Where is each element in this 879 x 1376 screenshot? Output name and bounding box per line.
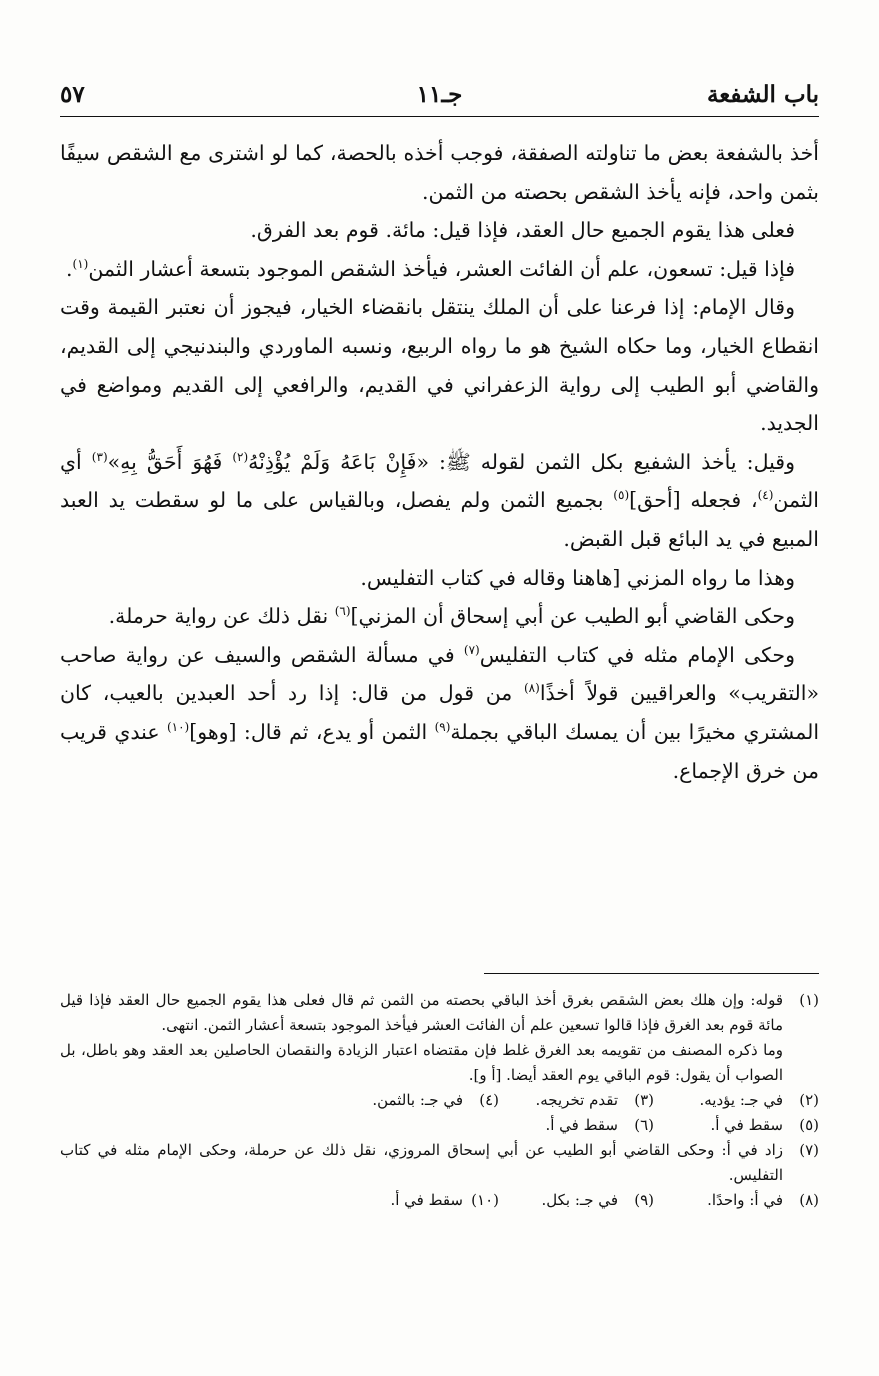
footnote-text: في جـ: يؤديه. xyxy=(699,1091,783,1109)
chapter-title: باب الشفعة xyxy=(706,80,819,108)
footnote-text: في أ: واحدًا. xyxy=(707,1191,783,1209)
footnote-row-8-10 xyxy=(60,1188,819,1213)
footnote-ref: (١) xyxy=(72,256,89,271)
footnote-8 xyxy=(654,1188,819,1213)
paragraph xyxy=(60,597,819,636)
running-header xyxy=(60,74,819,114)
footnote-number: (٢) xyxy=(799,1091,819,1109)
footnote-number: (٥) xyxy=(799,1116,819,1134)
paragraph-text: نقل ذلك عن رواية حرملة. xyxy=(108,604,335,629)
footnote-number: (١٠) xyxy=(471,1191,499,1209)
footnote-number: (٨) xyxy=(799,1191,819,1209)
footnote-ref: (٢) xyxy=(232,449,249,464)
footnote-number: (٦) xyxy=(634,1116,654,1134)
footnote-text: زاد في أ: وحكى القاضي أبو الطيب عن أبي إسحاق المروزي، نقل ذلك عن حرملة، وحكى الإمام مثله في كتاب التفليس. xyxy=(60,1141,783,1184)
paragraph-text: في مسألة الشقص والسيف عن رواية صاحب «التقريب» والعراقيين قولاً أخذًا xyxy=(60,642,820,706)
paragraph xyxy=(60,559,819,598)
footnote-text: قوله: وإن هلك بعض الشقص بغرق أخذ الباقي بحصته من الثمن ثم قال فعلى هذا يقوم الجميع حال العقد فإذا قيل مائة قوم بعد الغرق فإذا قالوا تسعين علم أن الفائت العشر فيأخذ الموجود بتسعة أعشار الثمن. انتهى. xyxy=(60,991,783,1034)
paragraph xyxy=(60,250,819,289)
paragraph xyxy=(60,288,819,442)
footnote-text: سقط في أ. xyxy=(545,1116,618,1134)
paragraph xyxy=(60,636,819,790)
paragraph-text: أخذ بالشفعة بعض ما تناولته الصفقة، فوجب أخذه بالحصة، كما لو اشترى مع الشقص سيفًا بثمن واحد، فإنه يأخذ الشقص بحصته من الثمن. xyxy=(60,141,819,204)
footnote-2 xyxy=(654,1088,819,1113)
paragraph-text: بجميع الثمن ولم يفصل، وبالقياس على ما لو سقطت يد العبد المبيع في يد البائع قبل القبض. xyxy=(60,488,819,551)
footnote-6 xyxy=(499,1113,654,1138)
volume-label: جـ١١ xyxy=(416,80,463,108)
paragraph-text: . xyxy=(66,256,73,281)
footnote-7 xyxy=(60,1138,819,1188)
footnote-ref: (٩) xyxy=(434,720,451,735)
paragraph xyxy=(60,443,819,559)
footnote-ref: (١٠) xyxy=(166,720,190,735)
footnote-text: في جـ: بكل. xyxy=(541,1191,618,1209)
footnote-ref: (٣) xyxy=(91,449,108,464)
main-text xyxy=(60,134,819,790)
footnote-1 xyxy=(60,988,819,1038)
footnotes xyxy=(60,988,819,1213)
paragraph-text: فَهُوَ أَحَقُّ بِهِ» xyxy=(107,449,233,474)
footnote-1-continuation: وما ذكره المصنف من تقويمه بعد الغرق غلط فإن مقتضاه اعتبار الزيادة والنقصان الحاصلين بعد العقد وهو باطل، بل الصواب أن يقول: قوم الباقي يوم العقد أيضا. [أ و]. xyxy=(60,1041,783,1084)
paragraph-text: الثمن أو يدع، ثم قال: [وهو] xyxy=(189,719,435,744)
footnote-number: (٧) xyxy=(799,1141,819,1159)
paragraph-text: عندي قريب من خرق الإجماع. xyxy=(60,719,819,783)
footnote-number: (٣) xyxy=(634,1091,654,1109)
header-rule xyxy=(60,116,819,117)
footnote-9 xyxy=(499,1188,654,1213)
page-number: ٥٧ xyxy=(60,80,85,108)
footnote-number: (٤) xyxy=(479,1091,499,1109)
footnote-number: (٩) xyxy=(634,1191,654,1209)
paragraph-text: وقال الإمام: إذا فرعنا على أن الملك ينتقل بانقضاء الخيار، فيجوز أن نعتبر القيمة وقت انقطاع الخيار، وما حكاه الشيخ هو ما رواه الربيع، ونسبه الماوردي والبندنيجي إلى القديم، والقاضي أبو الطيب إلى رواية الزعفراني في القديم، والرافعي إلى القديم ومواضع في الجديد. xyxy=(60,295,819,436)
footnote-4 xyxy=(339,1088,499,1113)
footnote-5 xyxy=(654,1113,819,1138)
footnote-row-2-4 xyxy=(60,1088,819,1113)
paragraph xyxy=(60,134,819,211)
paragraph-text: فعلى هذا يقوم الجميع حال العقد، فإذا قيل: مائة. قوم بعد الفرق. xyxy=(250,218,795,243)
footnote-text: في جـ: بالثمن. xyxy=(372,1091,463,1109)
footnote-number: (١) xyxy=(799,991,819,1009)
footnote-text: سقط في أ. xyxy=(710,1116,783,1134)
footnote-ref: (٧) xyxy=(463,642,480,657)
paragraph-text: من قول من قال: إذا رد أحد العبدين بالعيب، كان المشتري مخيرًا بين أن يمسك الباقي بجملة xyxy=(60,681,820,744)
paragraph-text: أي الثمن xyxy=(60,449,819,513)
footnote-ref: (٨) xyxy=(523,681,540,696)
footnote-3 xyxy=(499,1088,654,1113)
paragraph-text: وحكى الإمام مثله في كتاب التفليس xyxy=(479,642,795,667)
paragraph-text: فإذا قيل: تسعون، علم أن الفائت العشر، فيأخذ الشقص الموجود بتسعة أعشار الثمن xyxy=(88,256,795,281)
paragraph-text: وحكى القاضي أبو الطيب عن أبي إسحاق أن المزني] xyxy=(350,604,795,629)
footnote-ref: (٦) xyxy=(334,604,351,619)
footnote-separator xyxy=(484,973,819,974)
footnote-ref: (٥) xyxy=(613,488,630,503)
paragraph-text: وهذا ما رواه المزني [هاهنا وقاله في كتاب التفليس. xyxy=(360,565,795,590)
paragraph-text: ، فجعله [أحق] xyxy=(629,488,758,513)
footnote-row-5-6 xyxy=(60,1113,819,1138)
footnote-ref: (٤) xyxy=(757,488,774,503)
footnote-text: تقدم تخريجه. xyxy=(535,1091,618,1109)
paragraph xyxy=(60,211,819,250)
paragraph-text: وقيل: يأخذ الشفيع بكل الثمن لقوله ﷺ: «فَإِنْ بَاعَهُ وَلَمْ يُؤْذِنْهُ xyxy=(248,449,795,474)
footnote-10 xyxy=(339,1188,499,1213)
footnote-text: سقط في أ. xyxy=(390,1191,463,1209)
